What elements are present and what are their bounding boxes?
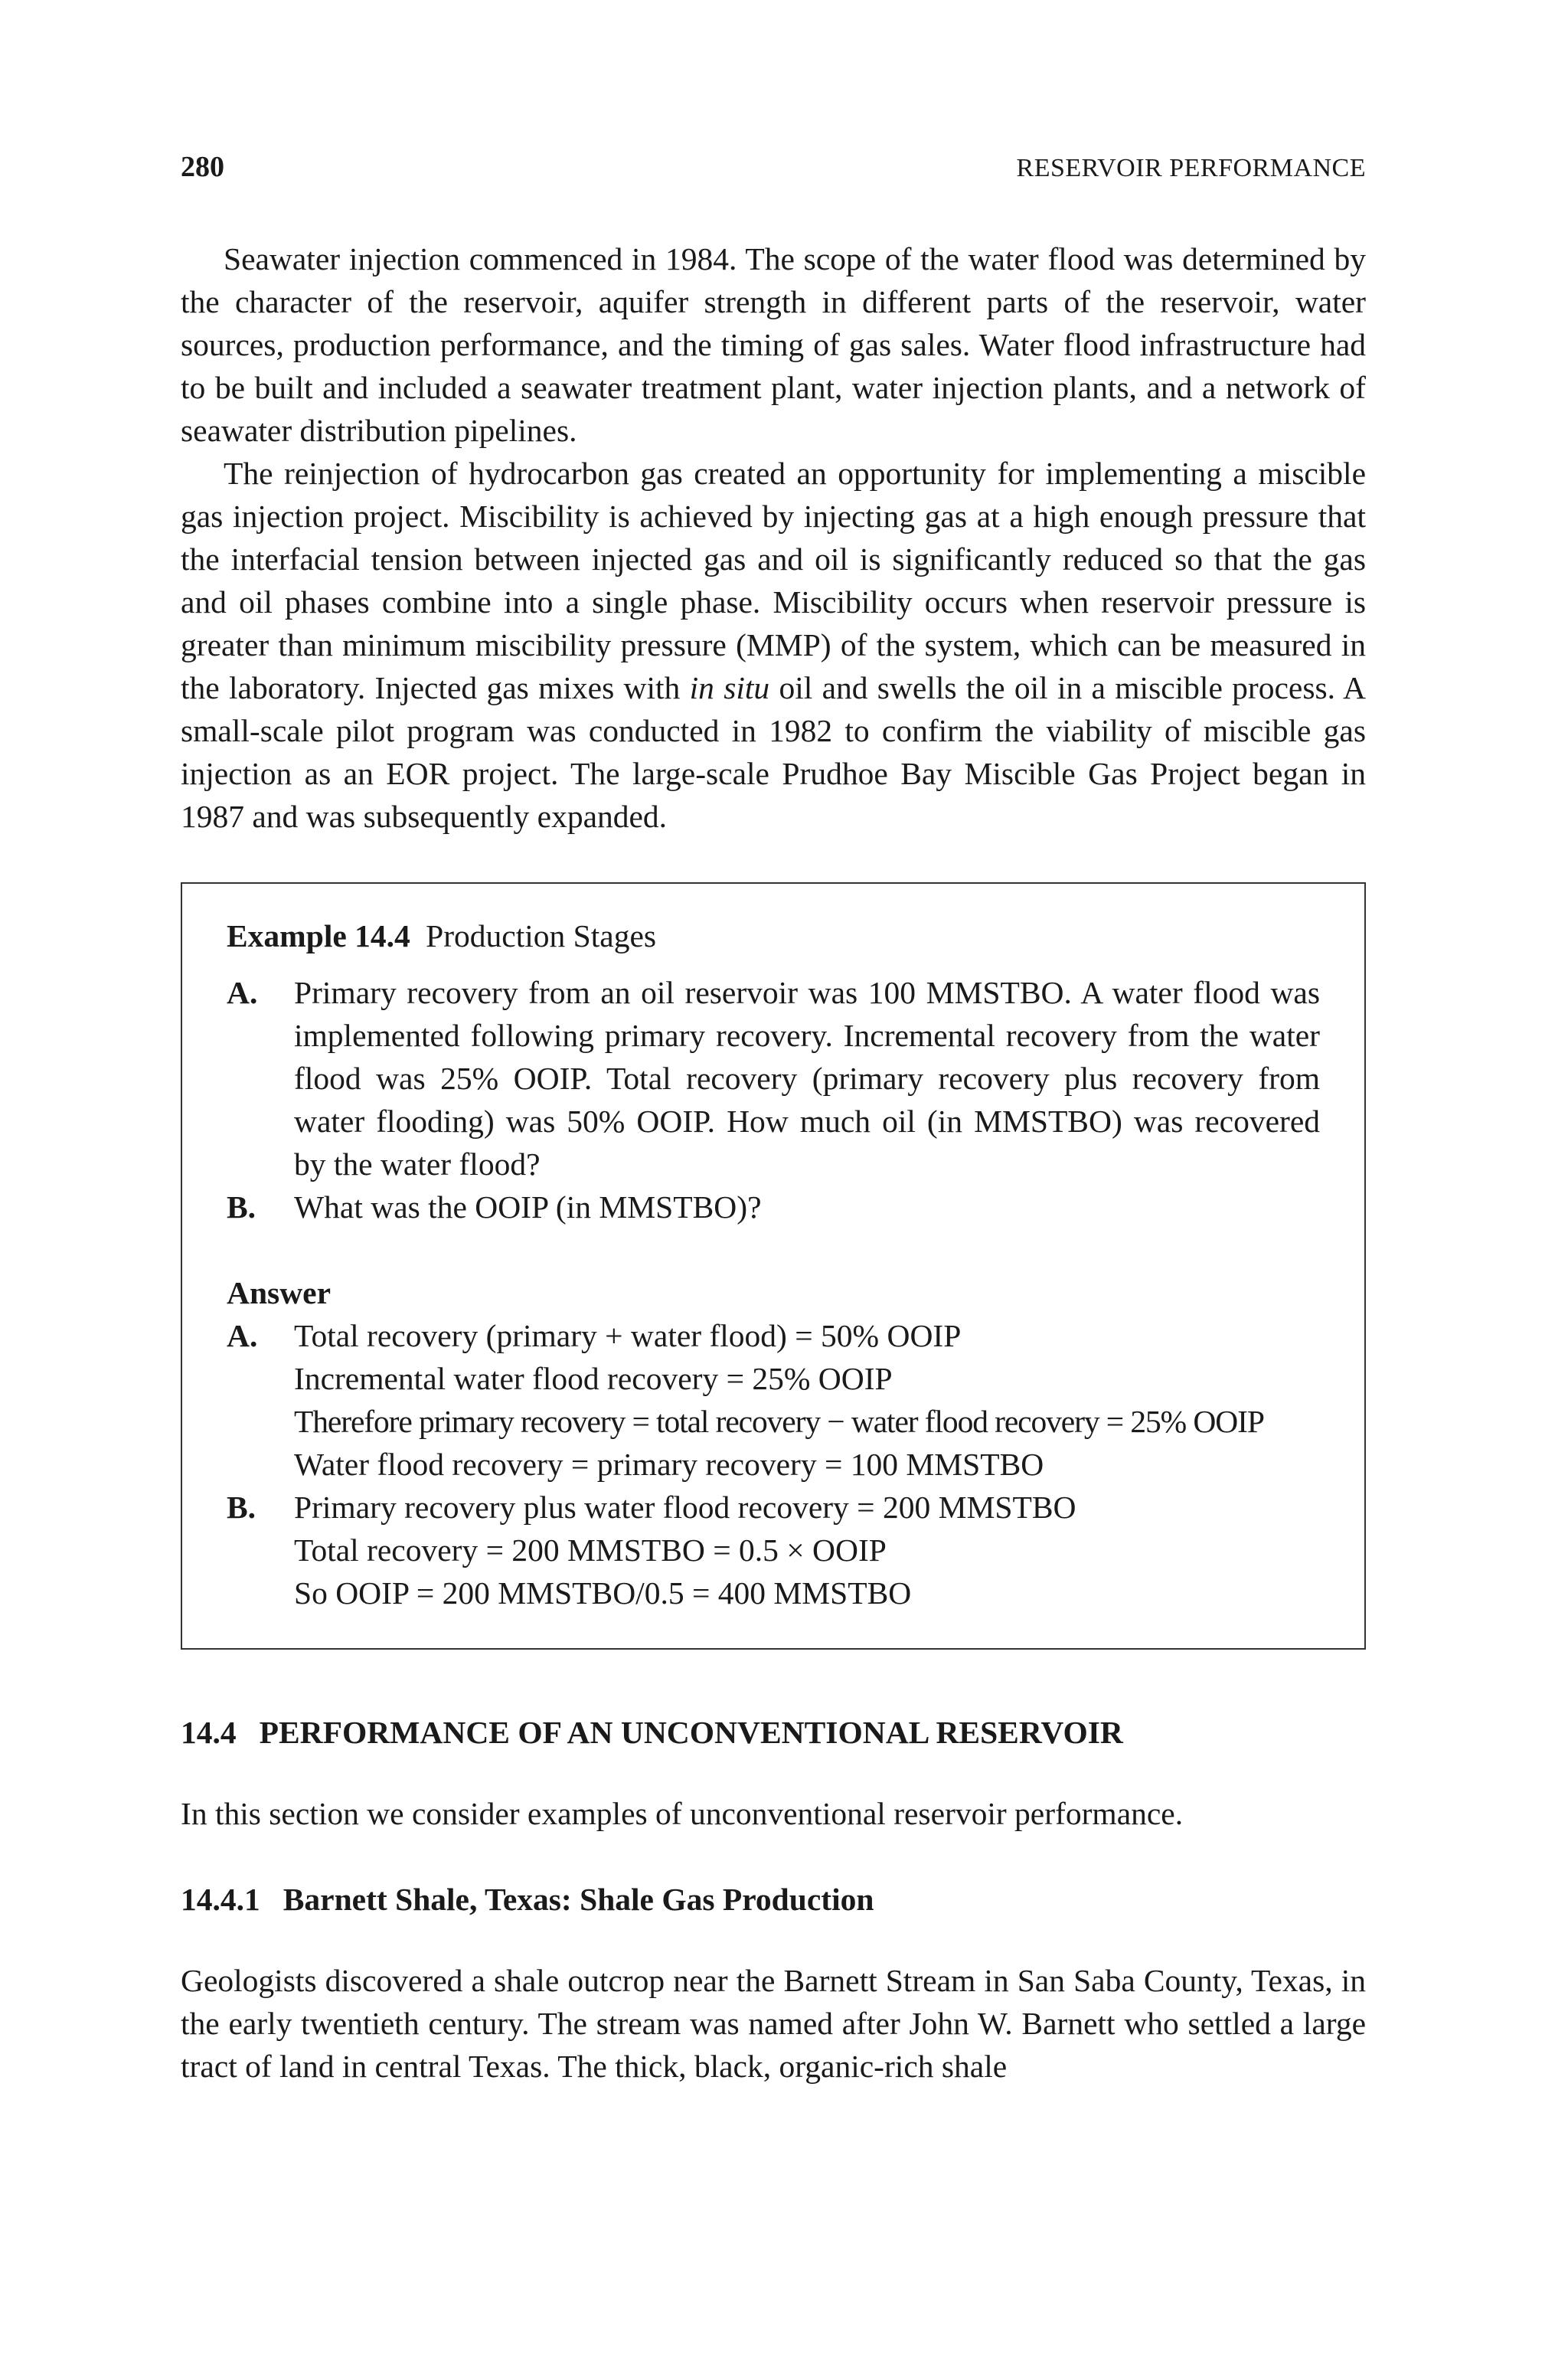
- question-label: A.: [227, 975, 258, 1010]
- answer-line: Primary recovery plus water flood recovery = 200 MMSTBO: [294, 1490, 1076, 1525]
- answer-lines: [294, 1486, 1320, 1614]
- answer-line: Therefore primary recovery = total recovery − water flood recovery = 25% OOIP: [294, 1404, 1264, 1439]
- answer-line: Incremental water flood recovery = 25% OOIP: [294, 1361, 893, 1396]
- question-item: [227, 971, 1320, 1186]
- section-number: 14.4: [181, 1715, 237, 1750]
- running-head: [181, 150, 1366, 190]
- question-label: B.: [227, 1189, 256, 1225]
- paragraph-seawater-injection: Seawater injection commenced in 1984. The scope of the water flood was determined by the character of the reservoir, aquifer strength in different parts of the reservoir, water sources, production performance, and the timing of gas sales. Water flood infrastructure had to be built and included a seawater treatment plant, water injection plants, and a network of seawater distribution pipelines.: [181, 241, 1366, 448]
- paragraph-barnett-shale: Geologists discovered a shale outcrop near the Barnett Stream in San Saba County, Texas, in the early twentieth century. The stream was named after John W. Barnett who settled a large tract of land in central Texas. The thick, black, organic-rich shale: [181, 1963, 1366, 2084]
- section-title: PERFORMANCE OF AN UNCONVENTIONAL RESERVOIR: [259, 1715, 1123, 1750]
- page-number: 280: [181, 151, 224, 183]
- answer-label: A.: [227, 1318, 258, 1353]
- answer-line: So OOIP = 200 MMSTBO/0.5 = 400 MMSTBO: [294, 1575, 912, 1611]
- paragraph-miscible-gas: [181, 452, 1366, 838]
- page: [181, 150, 1366, 2088]
- answer-line: Total recovery (primary + water flood) = 50% OOIP: [294, 1318, 962, 1353]
- paragraph-text: oil and swells the oil in a miscible process. A small-scale pilot program was conducted in 1982 to confirm the viability of miscible gas injection as an EOR project. The large-scale Prudhoe Bay Miscible Gas Project began in 1987 and was subsequently expanded.: [181, 670, 1366, 834]
- answer-line: Water flood recovery = primary recovery = 100 MMSTBO: [294, 1447, 1044, 1482]
- example-title: [227, 914, 1320, 957]
- answer-lines: [294, 1314, 1320, 1486]
- question-text: What was the OOIP (in MMSTBO)?: [294, 1189, 762, 1225]
- subsection-number: 14.4.1: [181, 1882, 260, 1917]
- answer-line: Total recovery = 200 MMSTBO = 0.5 × OOIP: [294, 1532, 887, 1568]
- answer-item: [227, 1314, 1320, 1486]
- example-label: Example 14.4: [227, 918, 410, 953]
- example-name: Production Stages: [426, 918, 657, 953]
- question-item: [227, 1186, 1320, 1228]
- running-title: RESERVOIR PERFORMANCE: [1016, 154, 1366, 182]
- question-text: Primary recovery from an oil reservoir was 100 MMSTBO. A water flood was implemented following primary recovery. Incremental recovery from the water flood was 25% OOIP. Total recovery (primary recovery plus recovery from water flooding) was 50% OOIP. How much oil (in MMSTBO) was recovered by the water flood?: [294, 975, 1320, 1182]
- paragraph-text: The reinjection of hydrocarbon gas created an opportunity for implementing a miscible gas injection project. Miscibility is achieved by injecting gas at a high enough pressure that the interfacial tension between injected gas and oil is significantly reduced so that the gas and oil phases combine into a single phase. Miscibility occurs when reservoir pressure is greater than minimum miscibility pressure (MMP) of the system, which can be measured in the laboratory. Injected gas mixes with: [181, 456, 1366, 705]
- subsection-title: Barnett Shale, Texas: Shale Gas Production: [283, 1882, 874, 1917]
- answer-heading: Answer: [227, 1275, 332, 1310]
- section-heading: [181, 1711, 1366, 1754]
- answer-item: [227, 1486, 1320, 1614]
- italic-term: in situ: [689, 670, 770, 705]
- section-intro: In this section we consider examples of unconventional reservoir performance.: [181, 1796, 1184, 1831]
- subsection-heading: [181, 1878, 1366, 1921]
- answer-label: B.: [227, 1490, 256, 1525]
- example-box: [181, 882, 1366, 1650]
